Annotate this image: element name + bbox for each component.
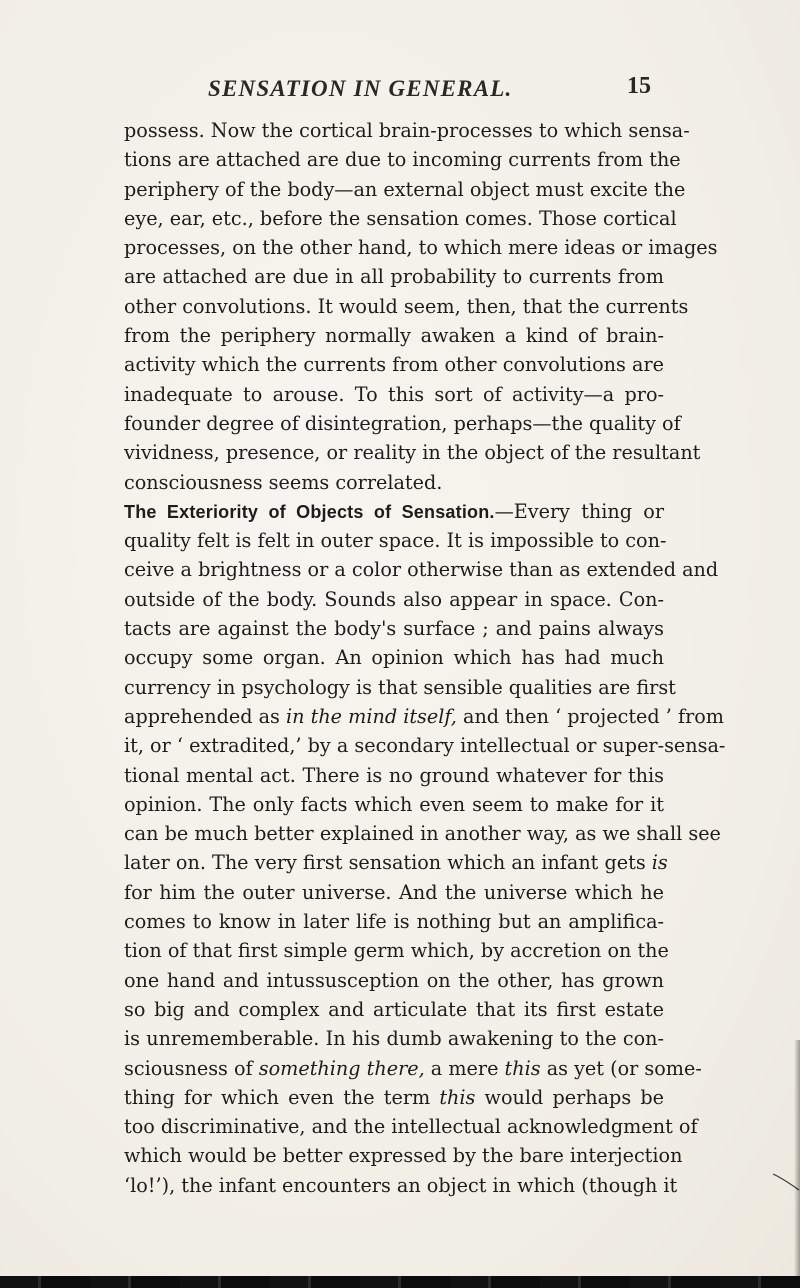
text-line: quality felt is felt in outer space. It is impossible to con- xyxy=(124,529,667,553)
text-line xyxy=(124,848,668,877)
page-edge-shadow xyxy=(794,1040,800,1280)
text-run: would perhaps be xyxy=(475,1085,664,1109)
text-line xyxy=(124,1083,664,1112)
italic-run: is xyxy=(651,851,668,875)
text-line: possess. Now the cortical brain-processes to which sensa- xyxy=(124,119,690,142)
text-line: inadequate to arouse. To this sort of activity—a pro- xyxy=(124,382,664,406)
text-run: a mere xyxy=(424,1056,505,1080)
page-header xyxy=(0,73,800,108)
text-line xyxy=(124,702,724,731)
text-line: ‘lo!’), the infant encounters an object in which (though it xyxy=(124,1173,678,1197)
text-run: apprehended as xyxy=(124,704,287,728)
text-line: founder degree of disintegration, perhaps—the quality of xyxy=(124,411,681,435)
text-run: as yet (or some- xyxy=(540,1056,702,1080)
text-line: eye, ear, etc., before the sensation comes. Those cortical xyxy=(124,206,677,230)
text-line: opinion. The only facts which even seem to make for it xyxy=(124,792,664,816)
text-line: outside of the body. Sounds also appear in space. Con- xyxy=(124,587,664,611)
text-line: tion of that first simple germ which, by accretion on the xyxy=(124,939,669,963)
text-line: so big and complex and articulate that its first estate xyxy=(124,997,664,1021)
text-line: can be much better explained in another way, as we shall see xyxy=(124,822,721,846)
text-line: tions are attached are due to incoming currents from the xyxy=(124,148,681,172)
text-line: other convolutions. It would seem, then, that the currents xyxy=(124,294,689,318)
text-line: one hand and intussusception on the other, has grown xyxy=(124,968,664,992)
text-run: later on. The very first sensation which an infant gets xyxy=(124,851,652,875)
italic-run: in the mind itself, xyxy=(286,704,457,728)
text-line: tional mental act. There is no ground whatever for this xyxy=(124,763,664,787)
italic-run: something there, xyxy=(258,1056,425,1080)
body-text xyxy=(124,116,726,1200)
text-line: activity which the currents from other convolutions are xyxy=(124,353,664,377)
text-line xyxy=(124,1054,702,1083)
text-line: from the periphery normally awaken a kind of brain- xyxy=(124,324,664,348)
text-line: are attached are due in all probability to currents from xyxy=(124,265,664,289)
text-run: —Every thing or xyxy=(494,499,664,523)
text-run: and then ‘ projected ’ from xyxy=(456,704,724,728)
text-line: it, or ‘ extradited,’ by a secondary intellectual or super-sensa- xyxy=(124,734,726,758)
text-line: comes to know in later life is nothing but an amplifica- xyxy=(124,910,664,934)
text-line: is unrememberable. In his dumb awakening to the con- xyxy=(124,1027,664,1051)
scan-bottom-edge xyxy=(0,1276,800,1288)
italic-run: this xyxy=(504,1056,541,1080)
running-head: SENSATION IN GENERAL. xyxy=(208,76,513,101)
page-number: 15 xyxy=(627,73,651,99)
text-line: processes, on the other hand, to which mere ideas or images xyxy=(124,236,718,260)
text-line: for him the outer universe. And the universe which he xyxy=(124,880,664,904)
paragraph-end-line: consciousness seems correlated. xyxy=(124,470,443,494)
section-heading: The Exteriority of Objects of Sensation. xyxy=(124,501,495,522)
text-line: vividness, presence, or reality in the object of the resultant xyxy=(124,441,701,465)
text-line: too discriminative, and the intellectual acknowledgment of xyxy=(124,1115,698,1139)
italic-run: this xyxy=(439,1085,476,1109)
text-line: currency in psychology is that sensible qualities are first xyxy=(124,675,676,699)
section-heading-line xyxy=(124,497,664,526)
text-run: sciousness of xyxy=(124,1056,259,1080)
text-line: occupy some organ. An opinion which has had much xyxy=(124,646,664,670)
text-line: tacts are against the body's surface ; and pains always xyxy=(124,617,664,641)
text-line: ceive a brightness or a color otherwise than as extended and xyxy=(124,558,719,582)
text-run: thing for which even the term xyxy=(124,1085,440,1109)
text-line: which would be better expressed by the bare interjection xyxy=(124,1144,683,1168)
text-line: periphery of the body—an external object must excite the xyxy=(124,177,686,201)
